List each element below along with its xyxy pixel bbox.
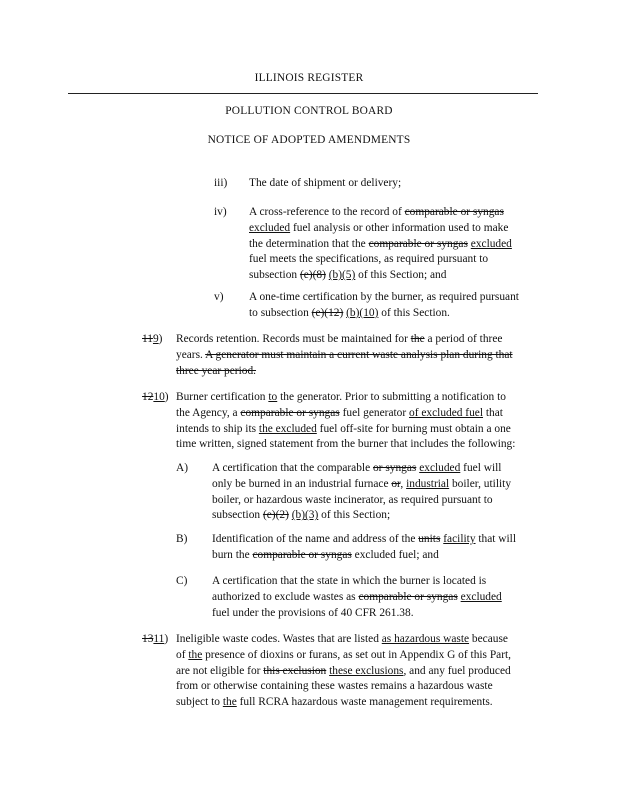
item-iii-text: The date of shipment or delivery; — [249, 177, 402, 189]
item-iii-label: iii) — [214, 177, 228, 189]
ineligible-number: 1311) — [142, 633, 169, 645]
header-rule — [68, 93, 538, 94]
item-B-text: Identification of the name and address of the units facility that will burn the comparable or syngas excluded fuel; and — [212, 533, 517, 561]
records-paragraph: Records retention. Records must be maintained for the a period of three years. A generator must maintain a current waste analysis plan during that three year period. — [176, 333, 513, 377]
board-heading: POLLUTION CONTROL BOARD — [225, 105, 393, 117]
records-number: 119) — [142, 333, 163, 345]
register-heading: ILLINOIS REGISTER — [254, 72, 364, 84]
notice-heading: NOTICE OF ADOPTED AMENDMENTS — [207, 134, 411, 146]
item-v-text: A one-time certification by the burner, as required pursuant to subsection (e)(12) (b)(10) of this Section. — [249, 291, 519, 319]
item-A-text: A certification that the comparable or syngas excluded fuel will only be burned in an industrial furnace or, industrial boiler, utility boiler, or hazardous waste incinerator, as required pursuant to subsection (e)(2) (b)(3) of this Section; — [212, 462, 512, 522]
burner-paragraph: Burner certification to the generator. Prior to submitting a notification to the Agency, a comparable or syngas fuel generator of excluded fuel that intends to ship its the excluded fuel off-site for burning must obtain a one time written, signed statement from the burner that includes the following: — [176, 391, 516, 451]
item-iv-text: A cross-reference to the record of comparable or syngas excluded fuel analysis or other information used to make the determination that the comparable or syngas excluded fuel meets the specifications, as required pursuant to subsection (e)(8) (b)(5) of this Section; and — [249, 206, 512, 282]
burner-number: 1210) — [142, 391, 169, 403]
ineligible-paragraph: Ineligible waste codes. Wastes that are listed as hazardous waste because of the presence of dioxins or furans, as set out in Appendix G of this Part, are not eligible for this exclusion these exclusions, and any fuel produced from or otherwise containing these wastes remains a hazardous waste subject to the full RCRA hazardous waste management requirements. — [176, 633, 512, 709]
item-B-label: B) — [176, 533, 188, 545]
item-v-label: v) — [214, 291, 224, 303]
item-C-label: C) — [176, 575, 188, 587]
item-iv-label: iv) — [214, 206, 227, 218]
item-C-text: A certification that the state in which the burner is located is authorized to exclude wastes as comparable or syngas excluded fuel under the provisions of 40 CFR 261.38. — [212, 575, 502, 619]
item-A-label: A) — [176, 462, 189, 474]
